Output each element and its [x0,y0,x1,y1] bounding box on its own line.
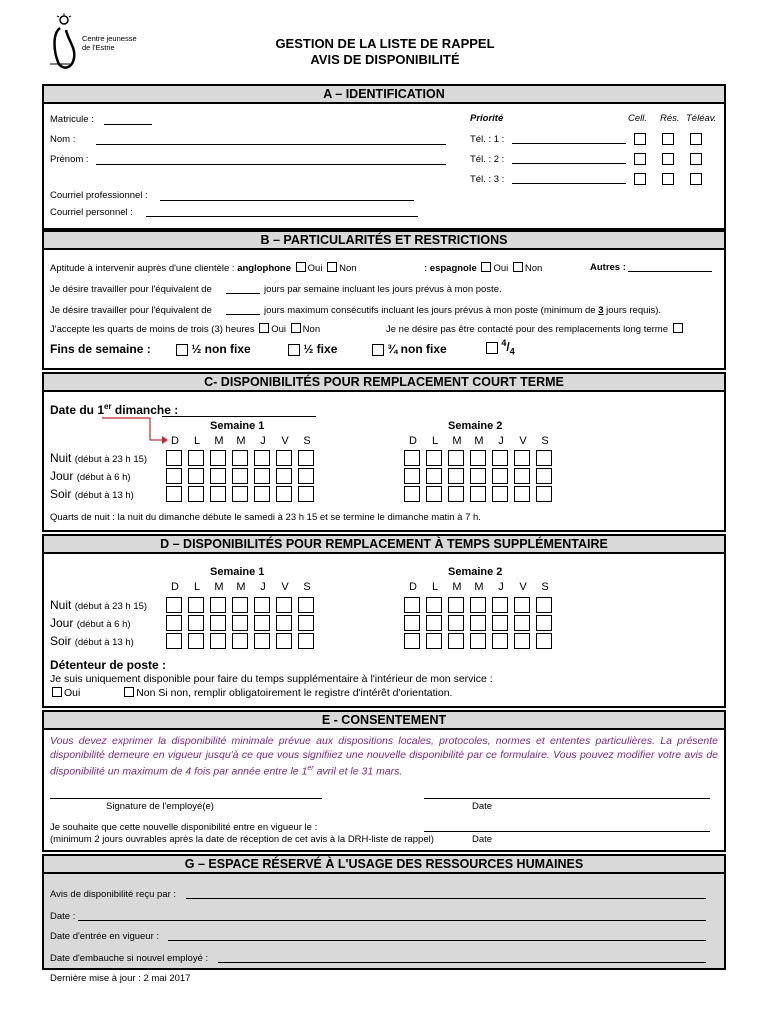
non-text: Si non, remplir obligatoirement le registre d'intérêt d'orientation. [158,687,453,699]
date-dimanche-label [50,402,178,417]
d-nuit-checkbox[interactable] [536,597,552,613]
d-nuit-checkbox[interactable] [298,597,314,613]
c-soir-checkbox[interactable] [448,486,464,502]
line2-label-c: jours requis). [606,305,662,316]
c-soir-checkbox[interactable] [426,486,442,502]
c-nuit-week1-row [166,450,314,466]
c-soir-checkbox[interactable] [492,486,508,502]
teleav-label: Téléav. [686,113,717,124]
c-soir-checkbox[interactable] [188,486,204,502]
c-jour-checkbox[interactable] [298,468,314,484]
c-nuit-checkbox[interactable] [426,450,442,466]
autres-field[interactable] [628,271,712,272]
anglophone-non-checkbox[interactable] [327,262,337,272]
day-label: M [214,435,224,447]
d-soir-checkbox[interactable] [298,633,314,649]
day-label: D [171,435,179,447]
c-jour-checkbox[interactable] [470,468,486,484]
d-soir-checkbox[interactable] [232,633,248,649]
c-soir-checkbox[interactable] [536,486,552,502]
day-label: M [236,581,246,593]
day-label: S [541,435,549,447]
date-label-1: Date du 1 [50,403,105,417]
c-nuit-checkbox[interactable] [276,450,292,466]
tel3-label: Tél. : 3 : [470,174,505,185]
fins-opt2-label: ½ fixe [303,342,338,356]
d-jour-checkbox[interactable] [404,615,420,631]
d-jour-checkbox[interactable] [492,615,508,631]
d-soir-checkbox[interactable] [448,633,464,649]
fins-opt3-checkbox[interactable] [372,344,384,356]
c-soir-week1-row [166,486,314,502]
section-c-header: C- DISPONIBILITÉS POUR REMPLACEMENT COURT TERME [42,372,726,392]
d-jour-checkbox[interactable] [448,615,464,631]
prenom-field[interactable] [96,164,446,165]
oui-label: Oui [64,687,81,699]
signature-date-label: Date [472,801,493,812]
day-label: L [431,435,439,447]
nuit-text: Nuit [50,598,72,612]
day-label: S [303,581,311,593]
autres-label: Autres : [590,262,626,273]
day-label: J [260,435,266,447]
nom-label: Nom : [50,134,76,145]
oui-label: Oui [493,263,509,274]
c-soir-checkbox[interactable] [254,486,270,502]
no-contact-checkbox[interactable] [673,323,683,333]
page-subtitle: AVIS DE DISPONIBILITÉ [310,52,460,67]
c-nuit-week2-row [404,450,552,466]
day-label: M [236,435,246,447]
d-nuit-checkbox[interactable] [188,597,204,613]
derniere-maj: Dernière mise à jour : 2 mai 2017 [50,973,191,984]
d-soir-checkbox[interactable] [470,633,486,649]
day-label: D [409,581,417,593]
tel3-field[interactable] [512,183,626,184]
g-date-field[interactable] [78,920,706,921]
courriel-pro-label: Courriel professionnel : [50,190,148,201]
d-soir-checkbox[interactable] [404,633,420,649]
recu-field[interactable] [186,898,706,899]
day-label: V [519,435,527,447]
c-semaine1-label: Semaine 1 [210,420,265,432]
jours-semaine-field[interactable] [226,293,260,294]
quarts-non-checkbox[interactable] [291,323,301,333]
c-jour-week2-row [404,468,552,484]
c-jour-checkbox[interactable] [188,468,204,484]
embauche-label: Date d'embauche si nouvel employé : [50,953,209,964]
c-soir-checkbox[interactable] [514,486,530,502]
day-label: S [541,581,549,593]
fins-opt1-label: ½ non fixe [191,342,251,356]
soir-note: (début à 13 h) [74,490,134,501]
day-label: J [498,435,504,447]
fins-opt4-checkbox[interactable] [486,342,498,354]
day-label: V [281,581,289,593]
tel1-label: Tél. : 1 : [470,134,505,145]
detenteur-label: Détenteur de poste : [50,658,167,672]
signature-field[interactable] [50,798,322,799]
line2-label-a: Je désire travailler pour l'équivalent de [50,305,212,316]
c-nuit-checkbox[interactable] [298,450,314,466]
oui-label: Oui [271,324,287,335]
date-sup: er [104,402,112,411]
d-nuit-checkbox[interactable] [448,597,464,613]
jour-note: (début à 6 h) [76,472,131,483]
d-jour-week1-row [166,615,314,631]
d-soir-checkbox[interactable] [254,633,270,649]
d-soir-label [50,634,134,648]
fins-opt1-checkbox[interactable] [176,344,188,356]
non-label: Non [136,687,156,699]
fins-opt1 [176,342,251,356]
soir-text: Soir [50,487,72,501]
detenteur-oui-checkbox[interactable] [52,687,62,697]
tel1-field[interactable] [512,143,626,144]
res-label: Rés. [660,113,680,124]
c-soir-checkbox[interactable] [404,486,420,502]
nuit-text: Nuit [50,451,72,465]
day-label: M [474,435,484,447]
jours-consecutifs-field[interactable] [226,314,260,315]
c-jour-checkbox[interactable] [166,468,182,484]
min-jours-value: 3 [598,305,604,316]
c-jour-checkbox[interactable] [210,468,226,484]
d-jour-checkbox[interactable] [470,615,486,631]
d-soir-checkbox[interactable] [426,633,442,649]
courriel-pro-field[interactable] [160,200,414,201]
quarts-oui-checkbox[interactable] [259,323,269,333]
d-nuit-checkbox[interactable] [166,597,182,613]
fins-opt3-label: ¾ non fixe [387,342,447,356]
vigueur-date-label: Date [472,834,493,845]
detenteur-text: Je suis uniquement disponible pour faire du temps supplémentaire à l'intérieur de mon service : [50,673,493,685]
c-nuit-checkbox[interactable] [254,450,270,466]
c-jour-checkbox[interactable] [254,468,270,484]
fins-opt2-checkbox[interactable] [288,344,300,356]
fins-opt4-den: 4 [509,346,515,357]
courriel-perso-label: Courriel personnel : [50,207,133,218]
espagnole-label: : espagnole [424,263,477,274]
d-nuit-checkbox[interactable] [514,597,530,613]
logo-text-2: de l'Estrie [82,43,115,52]
tel1-res-checkbox[interactable] [662,133,674,145]
aptitude-row [50,262,357,274]
c-soir-checkbox[interactable] [210,486,226,502]
aptitude-label: Aptitude à intervenir auprès d'une clientèle : [50,263,235,274]
anglophone-oui-checkbox[interactable] [296,262,306,272]
c-nuit-checkbox[interactable] [448,450,464,466]
c-nuit-checkbox[interactable] [536,450,552,466]
espagnole-oui-checkbox[interactable] [481,262,491,272]
fins-opt2 [288,342,337,356]
detenteur-non-checkbox[interactable] [124,687,134,697]
day-label: M [214,581,224,593]
day-label: D [171,581,179,593]
c-nuit-checkbox[interactable] [514,450,530,466]
fins-opt4-num: 4 [501,338,507,348]
section-e-header: E - CONSENTEMENT [42,710,726,730]
c-jour-checkbox[interactable] [276,468,292,484]
day-label: M [452,581,462,593]
d-nuit-checkbox[interactable] [232,597,248,613]
entree-label: Date d'entrée en vigueur : [50,931,160,942]
d-jour-week2-row [404,615,552,631]
c-jour-label [50,469,131,483]
d-nuit-checkbox[interactable] [210,597,226,613]
c-jour-checkbox[interactable] [536,468,552,484]
detenteur-options [50,687,452,699]
d-jour-checkbox[interactable] [166,615,182,631]
c-soir-checkbox[interactable] [166,486,182,502]
d-semaine1-label: Semaine 1 [210,566,265,578]
page-title: GESTION DE LA LISTE DE RAPPEL [275,36,495,51]
d-jour-checkbox[interactable] [254,615,270,631]
c-nuit-checkbox[interactable] [232,450,248,466]
d-soir-checkbox[interactable] [276,633,292,649]
no-contact-label: Je ne désire pas être contacté pour des remplacements long terme [386,324,668,335]
day-label: V [281,435,289,447]
vigueur-label-2: (minimum 2 jours ouvrables après la date de réception de cet avis à la DRH-liste de rappel) [50,834,434,845]
c-nuit-checkbox[interactable] [210,450,226,466]
priorite-label: Priorité [470,113,504,124]
d-soir-checkbox[interactable] [210,633,226,649]
d-jour-checkbox[interactable] [298,615,314,631]
c-semaine2-label: Semaine 2 [448,420,503,432]
tel2-cell-checkbox[interactable] [634,153,646,165]
date-dimanche-field[interactable] [162,416,316,417]
line1-label-b: jours par semaine incluant les jours prévus à mon poste. [264,284,502,295]
d-jour-checkbox[interactable] [514,615,530,631]
jour-note: (début à 6 h) [76,619,131,630]
d-jour-label [50,616,131,630]
nuit-note: (début à 23 h 15) [74,454,148,465]
arrow-icon [100,416,170,446]
d-nuit-checkbox[interactable] [404,597,420,613]
espagnole-row [424,262,542,274]
consent-text-2: avril et le 31 mars. [316,765,403,778]
soir-note: (début à 13 h) [74,637,134,648]
day-label: L [193,435,201,447]
d-days-week2 [402,581,556,593]
d-jour-checkbox[interactable] [188,615,204,631]
tel2-teleav-checkbox[interactable] [690,153,702,165]
c-soir-checkbox[interactable] [232,486,248,502]
line2-rest [264,305,661,316]
prenom-label: Prénom : [50,154,89,165]
jour-text: Jour [50,469,74,483]
non-label: Non [524,263,543,274]
d-jour-checkbox[interactable] [536,615,552,631]
c-jour-week1-row [166,468,314,484]
d-nuit-checkbox[interactable] [470,597,486,613]
tel3-res-checkbox[interactable] [662,173,674,185]
d-jour-checkbox[interactable] [232,615,248,631]
line2-label-b: jours maximum consécutifs incluant les jours prévus à mon poste (minimum de [264,305,596,316]
day-label: L [431,581,439,593]
recu-label: Avis de disponibilité reçu par : [50,889,177,900]
matricule-field[interactable] [104,124,152,125]
tel2-label: Tél. : 2 : [470,154,505,165]
c-nuit-checkbox[interactable] [166,450,182,466]
date-label-2: dimanche : [114,403,179,417]
day-label: L [193,581,201,593]
no-contact-row [386,323,685,335]
d-days-week1 [164,581,318,593]
fins-semaine-label: Fins de semaine : [50,342,151,356]
c-jour-checkbox[interactable] [232,468,248,484]
day-label: V [519,581,527,593]
c-soir-label [50,487,134,501]
g-date-label: Date : [50,911,76,922]
day-label: M [474,581,484,593]
d-soir-checkbox[interactable] [166,633,182,649]
day-label: J [260,581,266,593]
c-jour-checkbox[interactable] [514,468,530,484]
nuit-note: (début à 23 h 15) [74,601,148,612]
d-soir-week2-row [404,633,552,649]
day-label: M [452,435,462,447]
fins-opt3 [372,342,447,356]
d-soir-checkbox[interactable] [536,633,552,649]
non-label: Non [339,263,357,274]
d-semaine2-label: Semaine 2 [448,566,503,578]
line1-label-a: Je désire travailler pour l'équivalent de [50,284,212,295]
c-night-note: Quarts de nuit : la nuit du dimanche débute le samedi à 23 h 15 et se termine le dimanche matin à 7 h. [50,512,481,523]
c-nuit-label [50,451,147,465]
day-label: J [498,581,504,593]
c-days-week2 [402,435,556,447]
c-nuit-checkbox[interactable] [470,450,486,466]
c-nuit-checkbox[interactable] [188,450,204,466]
vigueur-label-1: Je souhaite que cette nouvelle disponibilité entre en vigueur le : [50,822,318,833]
tel2-field[interactable] [512,163,626,164]
tel3-cell-checkbox[interactable] [634,173,646,185]
section-b-header: B – PARTICULARITÉS ET RESTRICTIONS [42,230,726,250]
c-jour-checkbox[interactable] [492,468,508,484]
anglophone-label: anglophone [237,263,292,274]
signature-label: Signature de l'employé(e) [106,801,214,812]
day-label: S [303,435,311,447]
section-a-header: A – IDENTIFICATION [42,84,726,104]
section-g-header: G – ESPACE RÉSERVÉ À L'USAGE DES RESSOURCES HUMAINES [42,854,726,874]
tel1-cell-checkbox[interactable] [634,133,646,145]
consent-text-1: Vous devez exprimer la disponibilité minimale prévue aux dispositions locales, protocoles, normes et ententes particulières. La présente disponibilité demeure en vigueur jusqu'à ce que vous signifiiez une nouvelle disponibilité par ce formulaire. Vous pouvez modifier votre avis de disponibilité un maximum de 4 fois par année entre le 1 [50,735,718,778]
vigueur-date-field[interactable] [424,831,710,832]
c-soir-checkbox[interactable] [276,486,292,502]
nom-field[interactable] [96,144,446,145]
c-soir-checkbox[interactable] [470,486,486,502]
embauche-field[interactable] [218,962,706,963]
d-nuit-week2-row [404,597,552,613]
entree-field[interactable] [168,940,706,941]
soir-text: Soir [50,634,72,648]
jour-text: Jour [50,616,74,630]
non-label: Non [302,324,321,335]
consentement-text [50,734,718,779]
day-label: D [409,435,417,447]
quarts-row [50,323,320,335]
tel2-res-checkbox[interactable] [662,153,674,165]
d-nuit-checkbox[interactable] [254,597,270,613]
d-soir-checkbox[interactable] [188,633,204,649]
d-soir-checkbox[interactable] [514,633,530,649]
d-nuit-week1-row [166,597,314,613]
c-soir-week2-row [404,486,552,502]
d-jour-checkbox[interactable] [210,615,226,631]
section-d-header: D – DISPONIBILITÉS POUR REMPLACEMENT À TEMPS SUPPLÉMENTAIRE [42,534,726,554]
c-nuit-checkbox[interactable] [404,450,420,466]
signature-date-field[interactable] [424,798,710,799]
d-jour-checkbox[interactable] [276,615,292,631]
d-soir-checkbox[interactable] [492,633,508,649]
d-nuit-checkbox[interactable] [276,597,292,613]
logo-text-1: Centre jeunesse [82,34,137,43]
fins-opt4: $^4/_4$ [486,338,515,356]
consent-sup: er [307,765,314,772]
d-nuit-checkbox[interactable] [426,597,442,613]
oui-label: Oui [307,263,323,274]
tel3-teleav-checkbox[interactable] [690,173,702,185]
espagnole-non-checkbox[interactable] [513,262,523,272]
courriel-perso-field[interactable] [146,216,418,217]
tel1-teleav-checkbox[interactable] [690,133,702,145]
c-jour-checkbox[interactable] [448,468,464,484]
d-nuit-label [50,598,147,612]
section-a-frame [42,104,726,230]
quarts-label: J'accepte les quarts de moins de trois (3) heures [50,324,255,335]
d-soir-week1-row [166,633,314,649]
d-nuit-checkbox[interactable] [492,597,508,613]
matricule-label: Matricule : [50,114,94,125]
cell-label: Cell. [628,113,648,124]
c-jour-checkbox[interactable] [404,468,420,484]
c-nuit-checkbox[interactable] [492,450,508,466]
c-days-week1 [164,435,318,447]
d-jour-checkbox[interactable] [426,615,442,631]
c-jour-checkbox[interactable] [426,468,442,484]
c-soir-checkbox[interactable] [298,486,314,502]
